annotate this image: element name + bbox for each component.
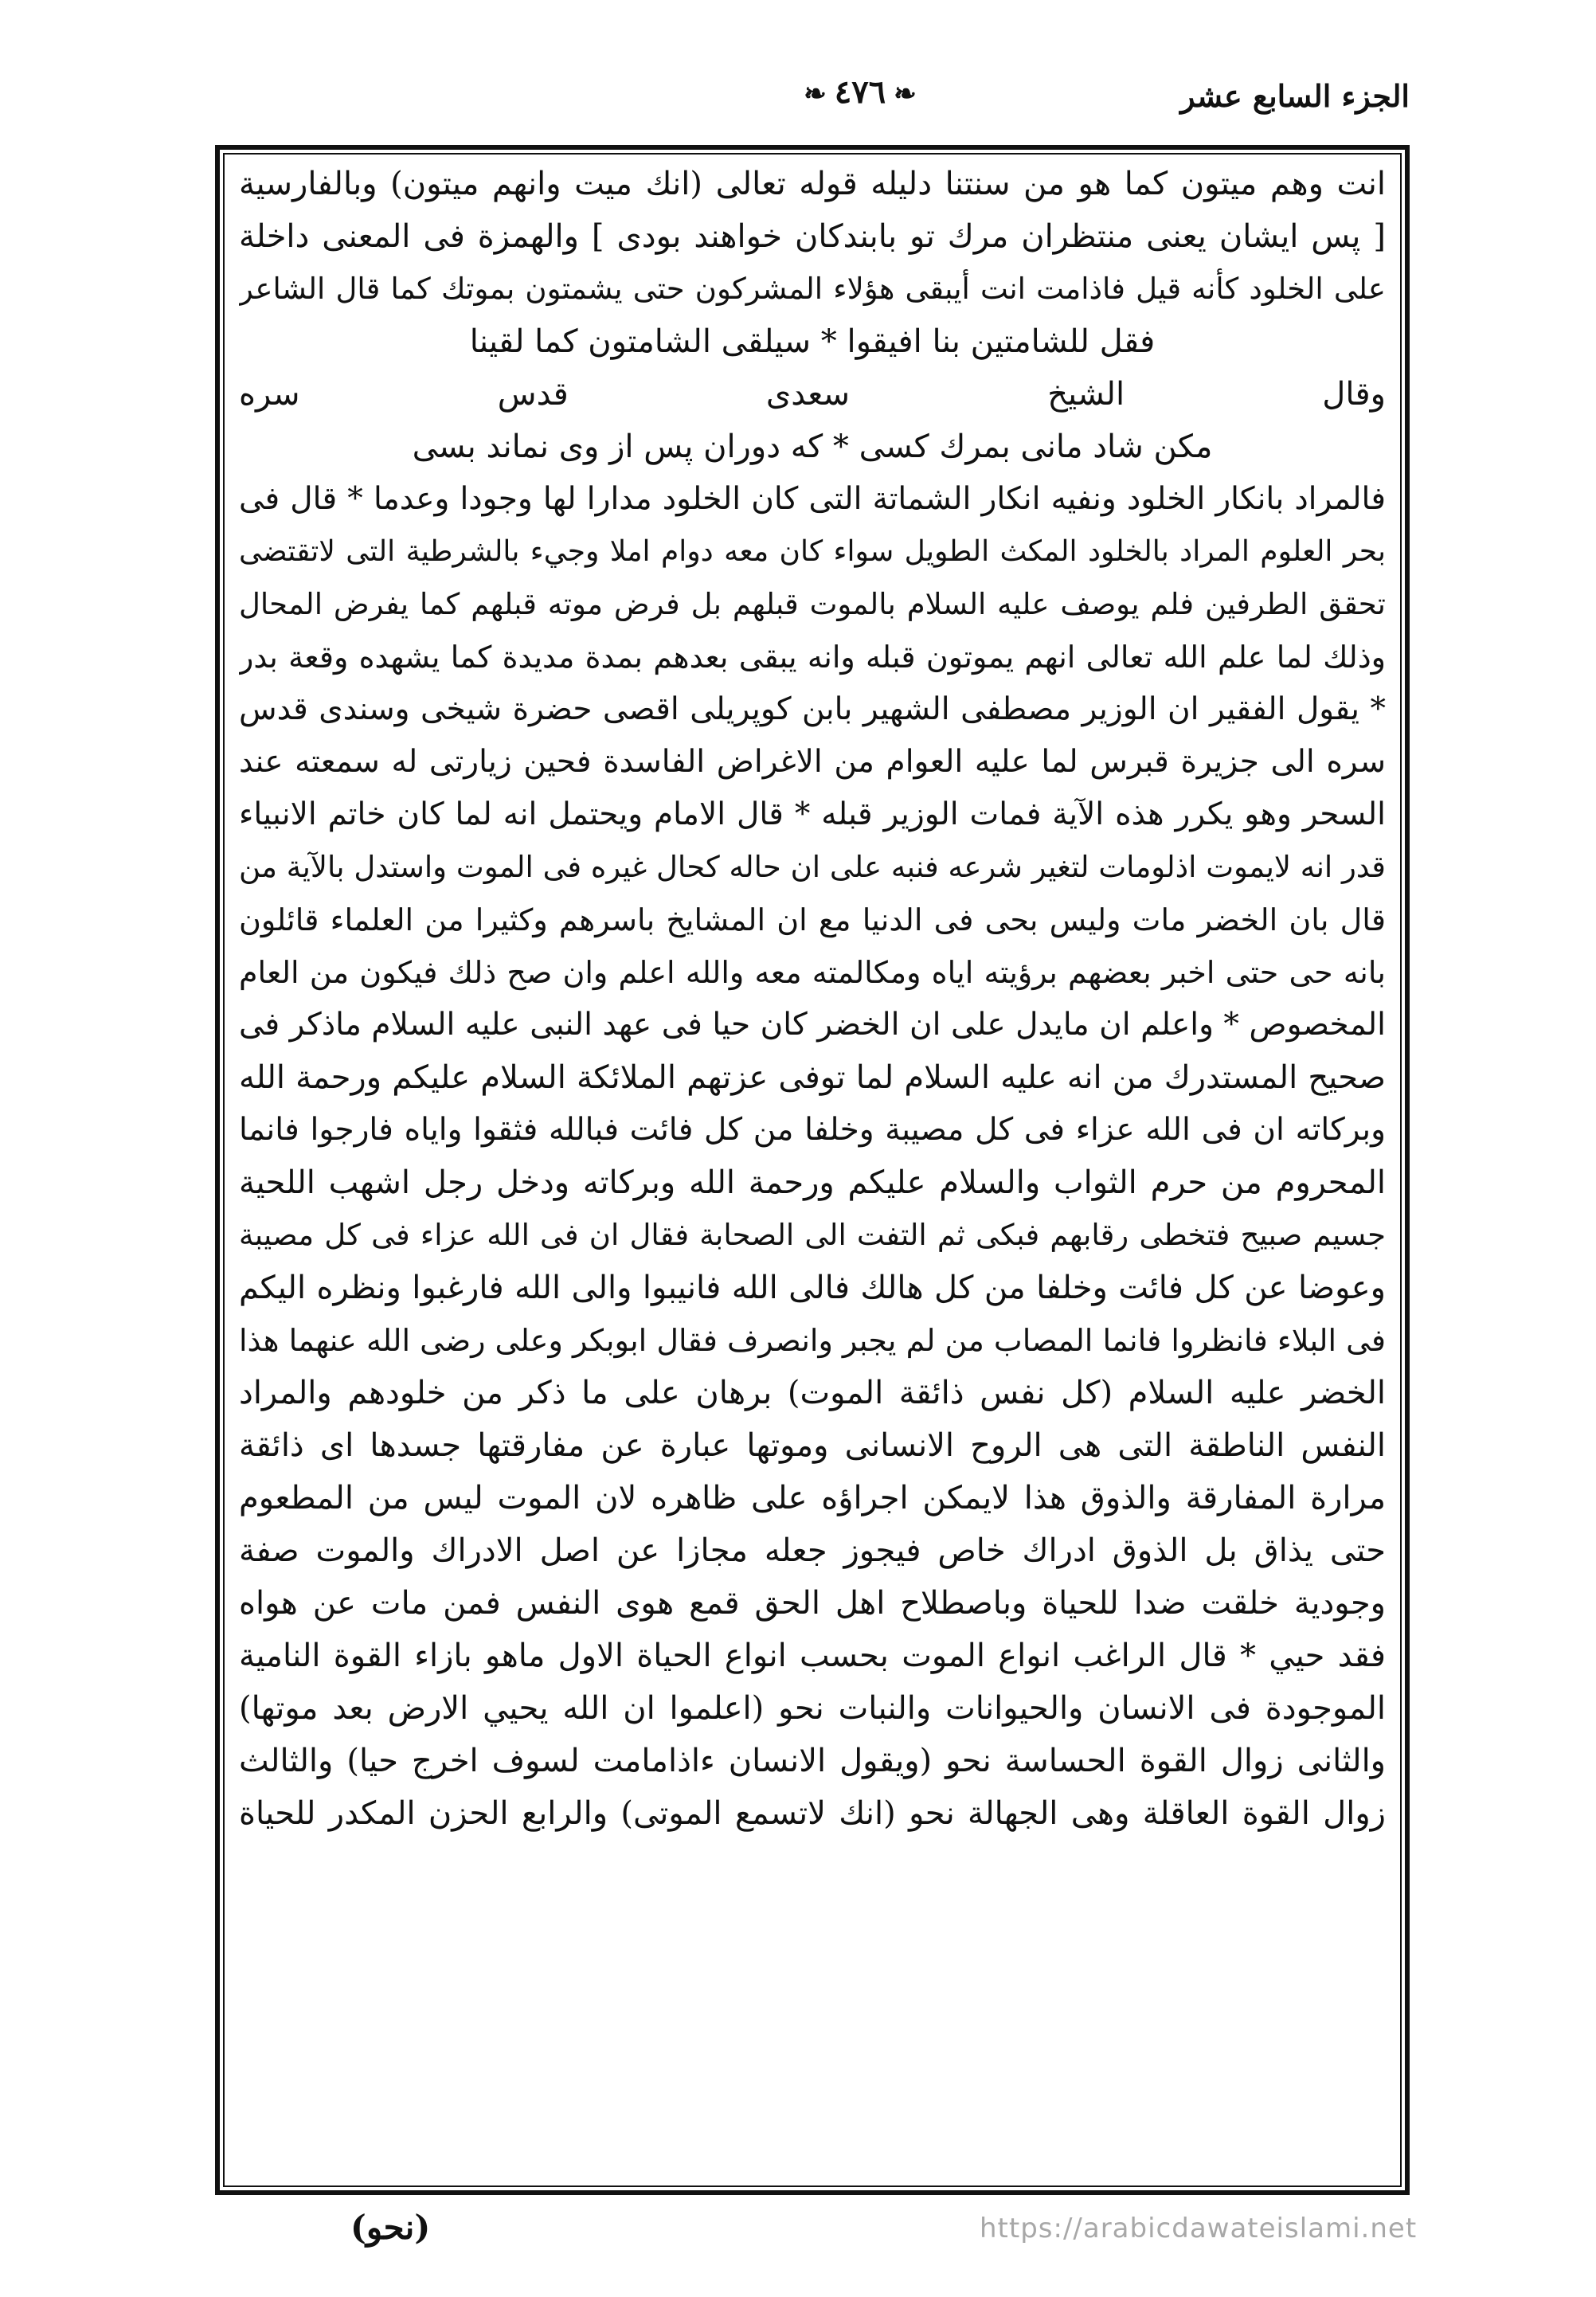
- text-line: وبركاته ان فى الله عزاء فى كل مصيبة وخلفا من كل فائت فبالله فثقوا واياه فارجوا فانما: [239, 1112, 1386, 1148]
- text-line: قال بان الخضر مات وليس بحى فى الدنيا مع ان المشايخ باسرهم وكثيرا من العلماء قائلون: [239, 902, 1386, 937]
- text-line: المخصوص * واعلم ان مايدل على ان الخضر كان حيا فى عهد النبى عليه السلام ماذكر فى: [239, 1007, 1386, 1043]
- page-number-group: [757, 73, 964, 111]
- text-line: جسيم صبيح فتخطى رقابهم فبكى ثم التفت الى الصحابة فقال ان فى الله عزاء فى كل مصيبة: [239, 1218, 1386, 1252]
- text-line: المحروم من حرم الثواب والسلام عليكم ورحمة الله وبركاته ودخل رجل اشهب اللحية: [239, 1164, 1386, 1201]
- text-line: الموجودة فى الانسان والحيوانات والنبات نحو (اعلموا ان الله يحيي الارض بعد موتها): [239, 1690, 1386, 1727]
- verse-line: مكن شاد مانى بمرك كسى * كه دوران پس از وى نماند بسى: [412, 428, 1213, 465]
- page-header: [215, 73, 1410, 145]
- text-line: فى البلاء فانظروا فانما المصاب من لم يجبر وانصرف فقال ابوبكر وعلى رضى الله عنهما هذا: [239, 1323, 1386, 1358]
- text-line: السحر وهو يكرر هذه الآية فمات الوزير قبله * قال الامام ويحتمل انه لما كان خاتم الانبياء: [239, 796, 1386, 832]
- text-line: سره الى جزيرة قبرس لما عليه العوام من الاغراض الفاسدة فحين زيارتى له سمعته عند: [239, 744, 1386, 780]
- text-line: والثانى زوال القوة الحساسة نحو (ويقول الانسان ءاذامامت لسوف اخرج حيا) والثالث: [239, 1743, 1386, 1779]
- verse-line: فقل للشامتين بنا افيقوا * سيلقى الشامتون كما لقينا: [469, 323, 1156, 360]
- text-line: وقال الشيخ سعدى قدس سره: [239, 376, 1386, 413]
- text-line: فقد حيي * قال الراغب انواع الموت بحسب انواع الحياة الاول ماهو بازاء القوة النامية: [239, 1638, 1386, 1674]
- text-line: الخضر عليه السلام (كل نفس ذائقة الموت) برهان على ما ذكر من خلودهم والمراد: [239, 1375, 1386, 1411]
- text-line: على الخلود كأنه قيل فاذامت انت أيبقى هؤلاء المشركون حتى يشمتون بموتك كما قال الشاعر: [239, 272, 1386, 306]
- ornament-icon: ❧: [804, 78, 827, 110]
- text-line: انت وهم ميتون كما هو من سنتنا دليله قوله تعالى (انك ميت وانهم ميتون) وبالفارسية: [239, 166, 1386, 202]
- text-line: قدر انه لايموت اذلومات لتغير شرعه فنبه على ان حاله كحال غيره فى الموت واستدل بالآية من: [239, 850, 1386, 884]
- text-line: صحيح المستدرك من انه عليه السلام لما توفى عزتهم الملائكة السلام عليكم ورحمة الله: [239, 1059, 1386, 1096]
- volume-title: الجزء السابع عشر: [1180, 78, 1410, 114]
- text-line: * يقول الفقير ان الوزير مصطفى الشهير بابن كوپريلى اقصى حضرة شيخى وسندى قدس: [239, 691, 1386, 727]
- ornament-icon: ❧: [894, 78, 917, 110]
- text-line: وعوضا عن كل فائت وخلفا من كل هالك فالى الله فانيبوا والى الله فارغبوا ونظره اليكم: [239, 1270, 1386, 1306]
- text-line: مرارة المفارقة والذوق هذا لايمكن اجراؤه على ظاهره لان الموت ليس من المطعوم: [239, 1480, 1386, 1516]
- text-line: بانه حى حتى اخبر بعضهم برؤيته اياه ومكالمته معه والله اعلم وان صح ذلك فيكون من العام: [239, 955, 1386, 990]
- page-number: ٤٧٦: [834, 73, 886, 111]
- text-line: تحقق الطرفين فلم يوصف عليه السلام بالموت قبلهم بل فرض موته قبلهم كما يفرض المحال: [239, 587, 1386, 621]
- text-line: بحر العلوم المراد بالخلود المكث الطويل سواء كان معه دوام املا وجيء بالشرطية التى لاتقتضى: [239, 535, 1386, 568]
- text-line: وذلك لما علم الله تعالى انهم يموتون قبله وانه يبقى بعدهم بمدة مديدة كما يشهده وقعة بدر: [239, 640, 1386, 675]
- text-line: زوال القوة العاقلة وهى الجهالة نحو (انك لاتسمع الموتى) والرابع الحزن المكدر للحياة: [239, 1795, 1386, 1832]
- text-line: النفس الناطقة التى هى الروح الانسانى وموتها عبارة عن مفارقتها جسدها اى ذائقة: [239, 1427, 1386, 1464]
- body-text: [239, 158, 1386, 2181]
- text-line: وجودية خلقت ضدا للحياة وباصطلاح اهل الحق قمع هوى النفس فمن مات عن هواه: [239, 1585, 1386, 1622]
- text-line: [ پس ايشان يعنى منتظران مرك تو بابندكان خواهند بودى ] والهمزة فى المعنى داخلة: [239, 218, 1386, 255]
- text-line: حتى يذاق بل الذوق ادراك خاص فيجوز جعله مجازا عن اصل الادراك والموت صفة: [239, 1532, 1386, 1569]
- watermark: https://arabicdawateislami.net: [980, 2213, 1418, 2244]
- catchword: (نحو): [350, 2208, 431, 2247]
- text-line: فالمراد بانكار الخلود ونفيه انكار الشماتة التى كان الخلود مدارا لها وجودا وعدما * قال فى: [239, 481, 1386, 517]
